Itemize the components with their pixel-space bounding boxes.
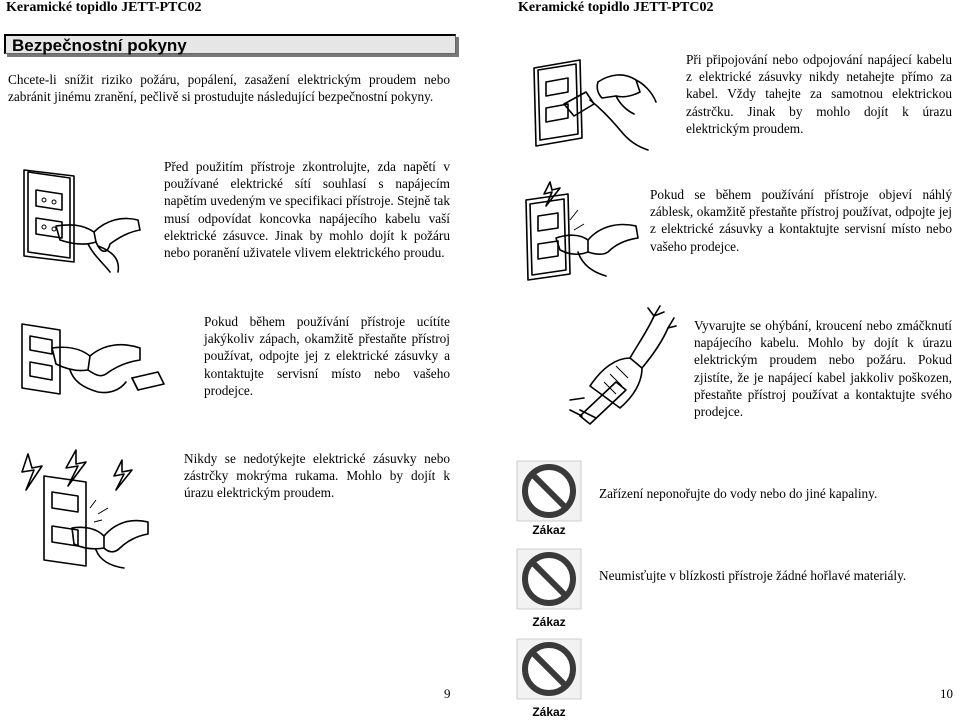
right-item-1-text: Při připojování nebo odpojování napájecí kabelu z elektrické zásuvky nikdy netahejte přímo za kabel. Vždy tahejte za samotnou elektrickou zástrčku. Jinak by mohlo dojít k úrazu elektrickým proudem. bbox=[686, 52, 952, 136]
prohibition-label: Zákaz bbox=[532, 523, 566, 537]
left-page-header: Keramické topidlo JETT-PTC02 bbox=[6, 0, 202, 15]
outlet-pull-cord-icon bbox=[528, 52, 668, 152]
prohibition-text: Zařízení neponořujte do vody nebo do jiné kapaliny. bbox=[599, 486, 878, 501]
outlet-unplug-smell-icon bbox=[10, 318, 170, 398]
prohibition-icon bbox=[516, 460, 582, 522]
right-item-2-text: Pokud se během používání přístroje objeví náhlý záblesk, okamžitě přestaňte přístroj používat, odpojte jej z elektrické zásuvky a kontaktujte servisní místo nebo vašeho prodejce. bbox=[650, 187, 952, 254]
left-item-1-text: Před použitím přístroje zkontrolujte, zda napětí v používané elektrické sítí souhlasí s napájecím napětím uvedeným ve specifikaci přístroje. Stejně tak musí odpovídat koncovka napájecího kabelu vaší elektrické zásuvce. Jinak by mohlo dojít k požáru nebo poranění uživatele vlivem elektrického proudu. bbox=[164, 159, 450, 261]
prohibition-icon bbox=[516, 638, 582, 700]
right-page-header: Keramické topidlo JETT-PTC02 bbox=[518, 0, 714, 15]
prohibition-text: Neumisťujte v blízkosti přístroje žádné hořlavé materiály. bbox=[599, 568, 907, 583]
prohibition-icon bbox=[516, 548, 582, 610]
outlet-lightning-icon bbox=[20, 448, 160, 576]
outlet-plug-hand-icon bbox=[10, 160, 150, 275]
right-item-3-text: Vyvarujte se ohýbání, kroucení nebo zmáčknutí napájecího kabelu. Mohlo by dojít k úrazu elektrickým proudem nebo požáru. Pokud zjistíte, že je napájecí kabel jakkoliv poškozen, přestaňte přístroj používat a kontaktujte svého prodejce. bbox=[694, 318, 952, 420]
damaged-plug-icon bbox=[568, 306, 678, 438]
left-item-2-text: Pokud během používání přístroje ucítíte jakýkoliv zápach, okamžitě přestaňte přístroj používat, odpojte jej z elektrické zásuvky a kontaktujte servisní místo nebo vašeho prodejce. bbox=[204, 314, 450, 398]
prohibition-label: Zákaz bbox=[532, 705, 566, 719]
page-number-right: 10 bbox=[940, 686, 953, 701]
intro-text: Chcete-li snížit riziko požáru, popálení, zasažení elektrickým proudem nebo zabránit jinému zranění, pečlivě si prostudujte následující bezpečnostní pokyny. bbox=[8, 72, 450, 105]
page-number-left: 9 bbox=[444, 686, 451, 701]
left-item-3-text: Nikdy se nedotýkejte elektrické zásuvky nebo zástrčky mokrýma rukama. Mohlo by dojít k úrazu elektrickým proudem. bbox=[184, 451, 450, 501]
section-title: Bezpečnostní pokyny bbox=[4, 34, 456, 54]
outlet-flash-icon bbox=[520, 176, 660, 281]
prohibition-label: Zákaz bbox=[532, 615, 566, 629]
